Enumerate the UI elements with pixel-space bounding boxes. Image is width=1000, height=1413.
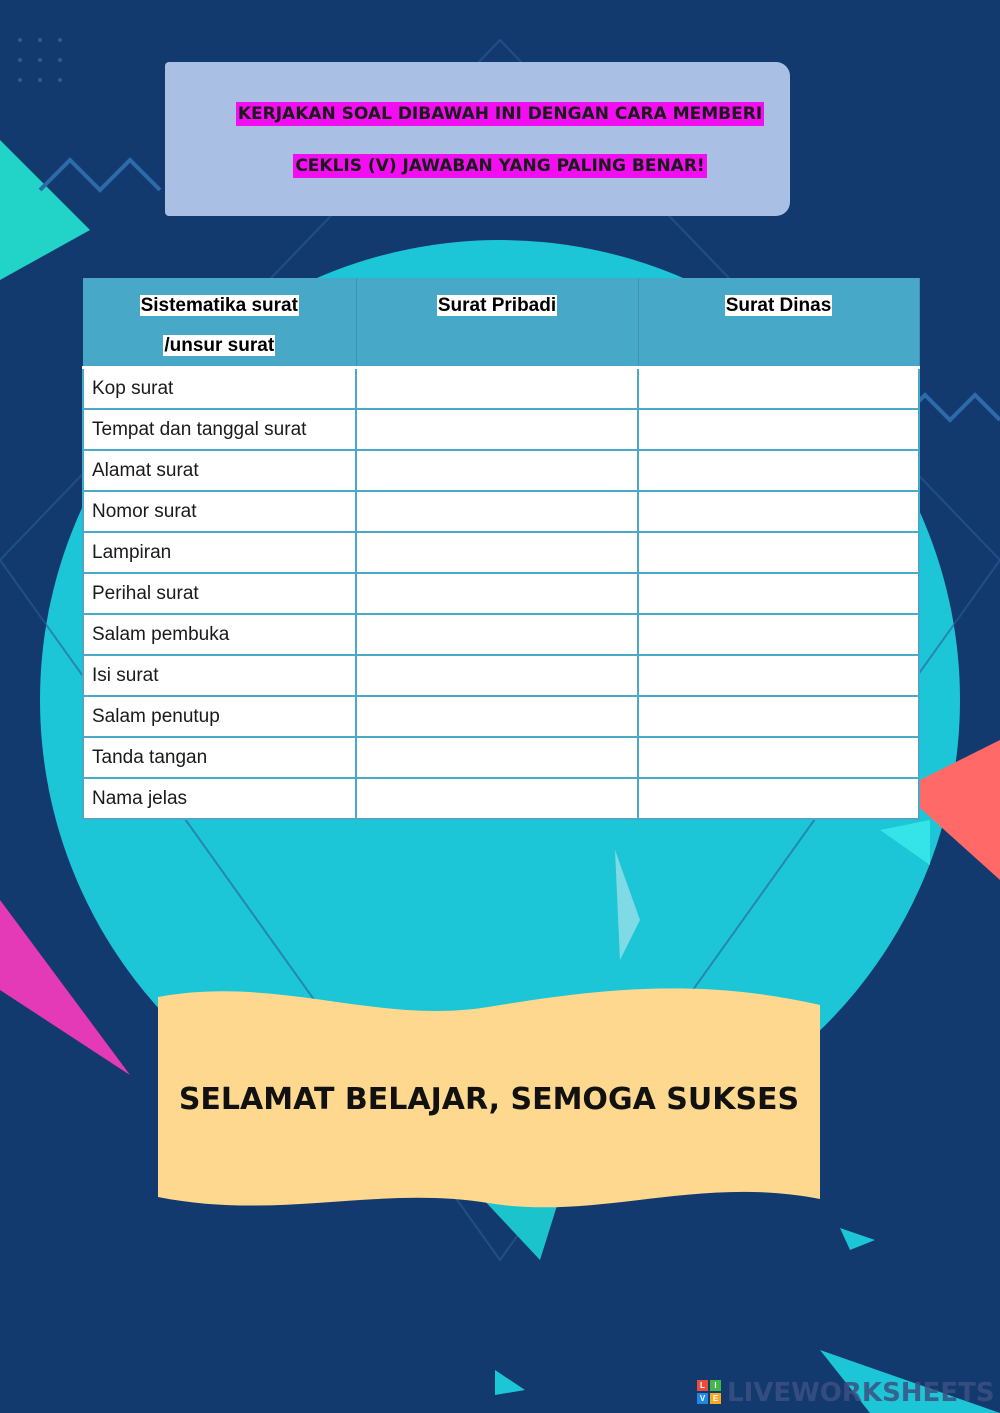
table-row bbox=[83, 532, 919, 573]
check-cell-dinas[interactable] bbox=[638, 614, 919, 655]
instruction-line-2: CEKLIS (V) JAWABAN YANG PALING BENAR! bbox=[295, 156, 705, 176]
row-label: Lampiran bbox=[83, 532, 356, 573]
check-cell-dinas[interactable] bbox=[638, 491, 919, 532]
table-row bbox=[83, 368, 919, 410]
check-cell-pribadi[interactable] bbox=[356, 532, 638, 573]
check-cell-pribadi[interactable] bbox=[356, 368, 638, 410]
instruction-line-1: KERJAKAN SOAL DIBAWAH INI DENGAN CARA MEMBERI bbox=[237, 104, 763, 124]
watermark-text: LIVEWORKSHEETS bbox=[727, 1378, 995, 1408]
row-label: Tempat dan tanggal surat bbox=[83, 409, 356, 450]
row-label: Perihal surat bbox=[83, 573, 356, 614]
check-cell-dinas[interactable] bbox=[638, 737, 919, 778]
table-row bbox=[83, 696, 919, 737]
table-row bbox=[83, 778, 919, 819]
check-cell-pribadi[interactable] bbox=[356, 778, 638, 819]
check-cell-pribadi[interactable] bbox=[356, 409, 638, 450]
row-label: Isi surat bbox=[83, 655, 356, 696]
check-cell-dinas[interactable] bbox=[638, 368, 919, 410]
check-cell-dinas[interactable] bbox=[638, 450, 919, 491]
check-cell-pribadi[interactable] bbox=[356, 450, 638, 491]
check-cell-dinas[interactable] bbox=[638, 409, 919, 450]
check-cell-pribadi[interactable] bbox=[356, 491, 638, 532]
check-cell-pribadi[interactable] bbox=[356, 696, 638, 737]
row-label: Kop surat bbox=[83, 368, 356, 410]
footer-banner-text: SELAMAT BELAJAR, SEMOGA SUKSES bbox=[178, 1082, 800, 1117]
row-label: Alamat surat bbox=[83, 450, 356, 491]
table-row bbox=[83, 737, 919, 778]
check-cell-pribadi[interactable] bbox=[356, 614, 638, 655]
header-surat-pribadi: Surat Pribadi bbox=[356, 278, 638, 368]
check-cell-pribadi[interactable] bbox=[356, 737, 638, 778]
instruction-box bbox=[165, 62, 790, 216]
table-row bbox=[83, 409, 919, 450]
header-sistematika: Sistematika surat /unsur surat bbox=[83, 278, 356, 368]
row-label: Salam penutup bbox=[83, 696, 356, 737]
row-label: Salam pembuka bbox=[83, 614, 356, 655]
table-row bbox=[83, 614, 919, 655]
check-cell-dinas[interactable] bbox=[638, 532, 919, 573]
check-cell-dinas[interactable] bbox=[638, 655, 919, 696]
header-surat-dinas: Surat Dinas bbox=[638, 278, 919, 368]
table-row bbox=[83, 655, 919, 696]
answer-table bbox=[82, 278, 920, 820]
liveworksheets-icon: L I V E bbox=[697, 1380, 723, 1406]
table-row bbox=[83, 491, 919, 532]
check-cell-dinas[interactable] bbox=[638, 778, 919, 819]
row-label: Nomor surat bbox=[83, 491, 356, 532]
table-row bbox=[83, 573, 919, 614]
check-cell-pribadi[interactable] bbox=[356, 655, 638, 696]
check-cell-pribadi[interactable] bbox=[356, 573, 638, 614]
check-cell-dinas[interactable] bbox=[638, 573, 919, 614]
check-cell-dinas[interactable] bbox=[638, 696, 919, 737]
table-header-row bbox=[83, 278, 919, 368]
table-row bbox=[83, 450, 919, 491]
row-label: Tanda tangan bbox=[83, 737, 356, 778]
row-label: Nama jelas bbox=[83, 778, 356, 819]
